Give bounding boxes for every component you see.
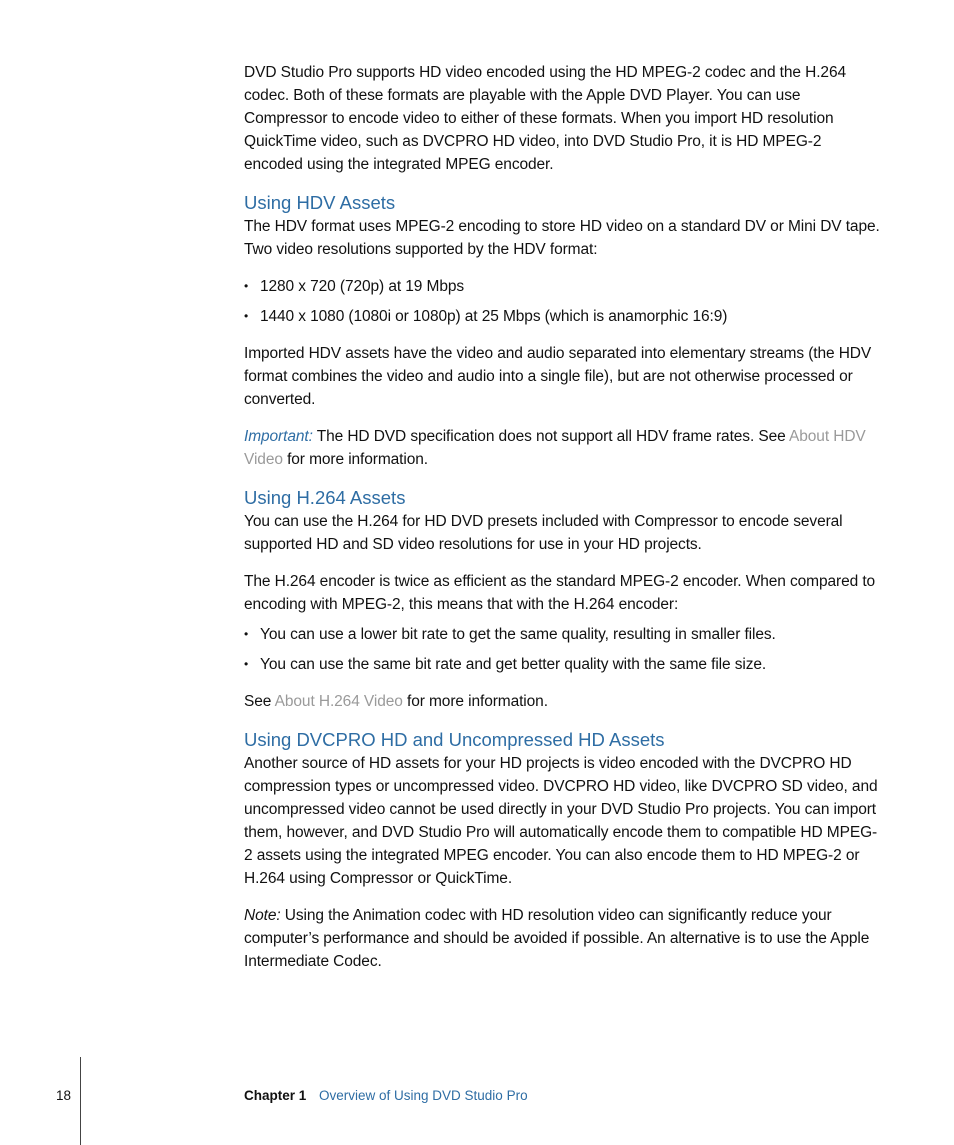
list-item: • 1280 x 720 (720p) at 19 Mbps (244, 275, 880, 298)
heading-h264-assets: Using H.264 Assets (244, 487, 406, 508)
h264-paragraph-2: The H.264 encoder is twice as efficient as the standard MPEG-2 encoder. When compared to encoding with MPEG-2, this means that with the H.264 encoder: (244, 573, 876, 613)
see-tail: for more information. (402, 693, 548, 710)
important-text: The HD DVD specification does not support all HDV frame rates. See (312, 428, 790, 445)
page-content (244, 61, 880, 987)
h264-benefits-list (244, 623, 880, 676)
hdv-paragraph-2: Imported HDV assets have the video and audio separated into elementary streams (the HDV format combines the video and audio into a single file), but are not otherwise processed or converted. (244, 345, 872, 408)
list-item: • You can use a lower bit rate to get the same quality, resulting in smaller files. (244, 623, 880, 646)
important-tail: for more information. (282, 451, 428, 468)
hdv-resolution-list (244, 275, 880, 328)
h264-see-also (244, 690, 880, 713)
footer-divider (80, 1057, 81, 1145)
h264-paragraph-1: You can use the H.264 for HD DVD presets included with Compressor to encode several supported HD and SD video resolutions for use in your HD projects. (244, 513, 843, 553)
note-label: Note: (244, 907, 281, 924)
important-note (244, 425, 880, 471)
page-number: 18 (56, 1088, 72, 1103)
hdv-paragraph-1: The HDV format uses MPEG-2 encoding to store HD video on a standard DV or Mini DV tape. Two video resolutions supported by the HDV format: (244, 218, 880, 258)
dvcpro-paragraph-1: Another source of HD assets for your HD projects is video encoded with the DVCPRO HD compression types or uncompressed video. DVCPRO HD video, like DVCPRO SD video, and uncompressed video cannot be used directly in your DVD Studio Pro projects. You can import them, however, and DVD Studio Pro will automatically encode them to compatible HD MPEG-2 assets using the integrated MPEG encoder. You can also encode them to HD MPEG-2 or H.264 using Compressor or QuickTime. (244, 755, 878, 887)
note-paragraph (244, 904, 880, 973)
important-label: Important: (244, 428, 313, 445)
list-item: • You can use the same bit rate and get better quality with the same file size. (244, 653, 880, 676)
list-item: • 1440 x 1080 (1080i or 1080p) at 25 Mbps (which is anamorphic 16:9) (244, 305, 880, 328)
about-hdv-video-link[interactable]: About HDV Video (244, 428, 866, 468)
intro-paragraph: DVD Studio Pro supports HD video encoded using the HD MPEG-2 codec and the H.264 codec. Both of these formats are playable with the Apple DVD Player. You can use Compressor to encode video to either of these formats. When you import HD resolution QuickTime video, such as DVCPRO HD video, into DVD Studio Pro, it is HD MPEG-2 encoded using the integrated MPEG encoder. (244, 64, 846, 173)
about-h264-video-link[interactable]: About H.264 Video (274, 693, 403, 710)
see-prefix: See (244, 693, 275, 710)
note-text: Using the Animation codec with HD resolution video can significantly reduce your computer’s performance and should be avoided if possible. An alternative is to use the Apple Intermediate Codec. (244, 907, 870, 970)
heading-dvcpro-assets: Using DVCPRO HD and Uncompressed HD Assets (244, 729, 665, 750)
chapter-label: Chapter 1 (244, 1088, 307, 1103)
chapter-title-link[interactable]: Overview of Using DVD Studio Pro (319, 1088, 528, 1103)
heading-hdv-assets: Using HDV Assets (244, 192, 396, 213)
